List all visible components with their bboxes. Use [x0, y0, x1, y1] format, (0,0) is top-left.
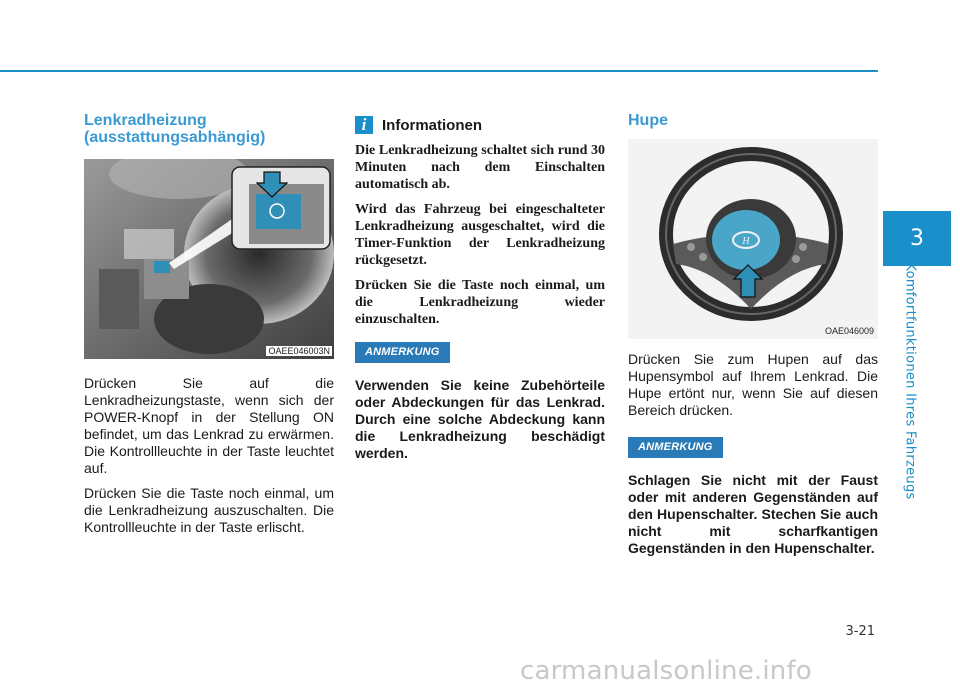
chapter-title-vertical	[898, 261, 922, 500]
header-rule	[0, 70, 878, 72]
column-steering-heating	[84, 112, 334, 544]
chapter-number: 3	[910, 226, 924, 251]
watermark: carmanualsonline.info	[520, 656, 812, 686]
section-heading-horn: Hupe	[628, 112, 668, 129]
heading-line2: (ausstattungsabhängig)	[84, 129, 266, 146]
section-heading-steering-heating	[84, 112, 334, 146]
steering-heating-button-image	[84, 159, 334, 359]
page-number: 3-21	[845, 624, 875, 639]
info-text-2: Wird das Fahrzeug bei eingeschalteter Lenkradheizung ausgeschaltet, wird die Timer-Funktion der Lenkradheizung rückgesetzt.	[355, 202, 605, 268]
note-badge: ANMERKUNG	[355, 342, 450, 363]
steering-heating-para2: Drücken Sie die Taste noch einmal, um die Lenkradheizung auszuschalten. Die Kontrollleuchte in der Taste erlischt.	[84, 485, 334, 535]
image-code: OAE046009	[824, 326, 874, 336]
info-header	[355, 116, 605, 134]
info-text-3: Drücken Sie die Taste noch einmal, um die Lenkradheizung wieder einzuschalten.	[355, 278, 605, 327]
horn-note-text: Schlagen Sie nicht mit der Faust oder mit anderen Gegenständen auf den Hupenschalter. Stechen Sie auch nicht mit scharfkantigen Gegenständen in den Hupenschalter.	[628, 472, 878, 556]
steering-heating-para1: Drücken Sie auf die Lenkradheizungstaste, wenn sich der POWER-Knopf in der Stellung ON befindet, um das Lenkrad zu erwärmen. Die Kontrollleuchte in der Taste leuchtet auf.	[84, 375, 334, 476]
horn-steering-wheel-image	[628, 139, 878, 339]
note-badge-horn: ANMERKUNG	[628, 437, 723, 458]
horn-para1: Drücken Sie zum Hupen auf das Hupensymbol auf Ihrem Lenkrad. Die Hupe ertönt nur, wenn Sie auf diesen Bereich drücken.	[628, 351, 878, 418]
heading-line1: Lenkradheizung	[84, 112, 207, 129]
svg-text:H: H	[742, 236, 750, 247]
console-illustration	[84, 159, 334, 359]
column-horn	[628, 112, 878, 565]
info-icon: i	[355, 116, 373, 134]
info-title: Informationen	[382, 116, 482, 134]
column-information	[355, 106, 605, 470]
note-text: Verwenden Sie keine Zubehörteile oder Abdeckungen für das Lenkrad. Durch eine solche Abdeckung kann die Lenkradheizung beschädigt werden.	[355, 377, 605, 461]
steering-wheel-illustration	[628, 139, 878, 339]
chapter-tab	[883, 211, 951, 266]
image-code: OAEE046003N	[268, 346, 330, 356]
chapter-title: Komfortfunktionen Ihres Fahrzeugs	[902, 261, 918, 500]
info-text-1: Die Lenkradheizung schaltet sich rund 30 Minuten nach dem Einschalten automatisch ab.	[355, 143, 605, 192]
